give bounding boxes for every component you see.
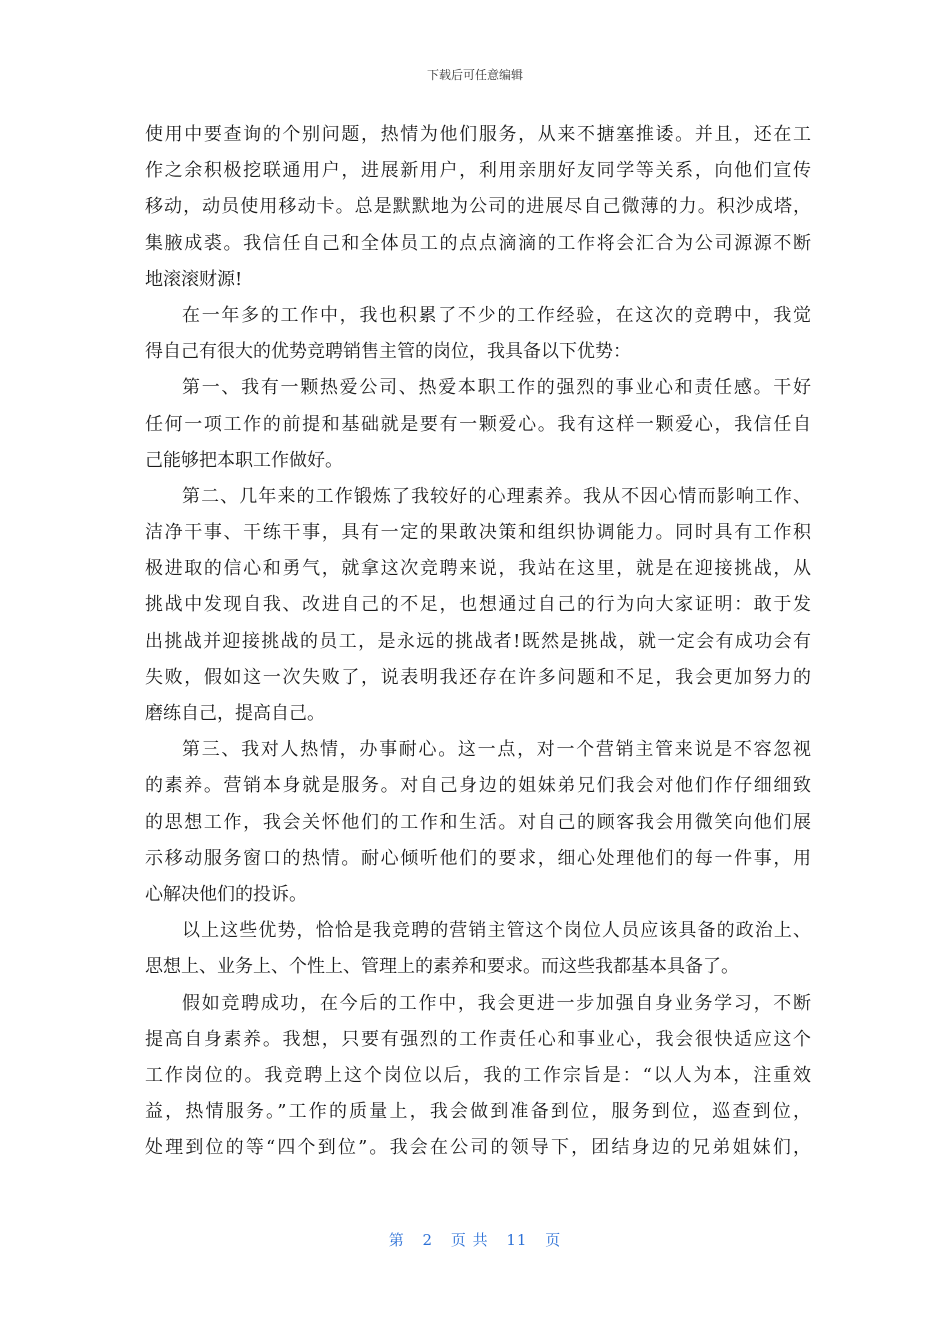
text-line: 的思想工作，我会关怀他们的工作和生活。对自己的顾客我会用微笑向他们展: [145, 811, 811, 833]
text-line: 以上这些优势，恰恰是我竞聘的营销主管这个岗位人员应该具备的政治上、: [182, 920, 811, 942]
text-line: 失败，假如这一次失败了，说表明我还存在许多问题和不足，我会更加努力的: [145, 666, 811, 688]
text-line: 作之余积极挖联通用户，进展新用户，利用亲朋好友同学等关系，向他们宣传: [145, 160, 811, 182]
text-line: 己能够把本职工作做好。: [145, 449, 343, 471]
text-line: 出挑战并迎接挑战的员工，是永远的挑战者!既然是挑战，就一定会有成功会有: [145, 630, 811, 652]
text-line: 假如竞聘成功，在今后的工作中，我会更进一步加强自身业务学习，不断: [182, 992, 811, 1014]
page-total: 11: [506, 1231, 528, 1249]
text-line: 的素养。营销本身就是服务。对自己身边的姐妹弟兄们我会对他们作仔细细致: [145, 775, 811, 797]
text-line: 思想上、业务上、个性上、管理上的素养和要求。而这些我都基本具备了。: [145, 956, 739, 978]
text-line: 地滚滚财源!: [145, 268, 243, 290]
text-line: 工作岗位的。我竞聘上这个岗位以后，我的工作宗旨是：“以人为本，注重效: [145, 1064, 811, 1086]
body-text: [145, 117, 811, 1166]
text-line: 挑战中发现自我、改进自己的不足，也想通过自己的行为向大家证明：敢于发: [145, 594, 811, 616]
page-footer: [0, 1229, 950, 1250]
text-line: 第一、我有一颗热爱公司、热爱本职工作的强烈的事业心和责任感。干好: [182, 377, 811, 399]
page-middle: 页 共: [450, 1231, 489, 1249]
text-line: 示移动服务窗口的热情。耐心倾听他们的要求，细心处理他们的每一件事，用: [145, 847, 811, 869]
text-line: 洁净干事、干练干事，具有一定的果敢决策和组织协调能力。同时具有工作积: [145, 522, 811, 544]
text-line: 集腋成裘。我信任自己和全体员工的点点滴滴的工作将会汇合为公司源源不断: [145, 232, 811, 254]
text-line: 处理到位的等“四个到位”。我会在公司的领导下，团结身边的兄弟姐妹们，: [145, 1137, 811, 1159]
text-line: 得自己有很大的优势竞聘销售主管的岗位，我具备以下优势：: [145, 341, 631, 363]
page-suffix: 页: [545, 1231, 562, 1249]
page-header: 下载后可任意编辑: [426, 68, 523, 82]
text-line: 任何一项工作的前提和基础就是要有一颗爱心。我有这样一颗爱心，我信任自: [145, 413, 811, 435]
text-line: 益，热情服务。”工作的质量上，我会做到准备到位，服务到位，巡查到位，: [145, 1101, 811, 1123]
text-line: 心解决他们的投诉。: [145, 883, 307, 905]
page-current: 2: [422, 1231, 434, 1249]
text-line: 移动，动员使用移动卡。总是默默地为公司的进展尽自己微薄的力。积沙成塔，: [145, 196, 811, 218]
text-line: 提高自身素养。我想，只要有强烈的工作责任心和事业心，我会很快适应这个: [145, 1028, 811, 1050]
text-line: 极进取的信心和勇气，就拿这次竞聘来说，我站在这里，就是在迎接挑战，从: [145, 558, 811, 580]
text-line: 第二、几年来的工作锻炼了我较好的心理素养。我从不因心情而影响工作、: [182, 485, 811, 507]
text-line: 使用中要查询的个别问题，热情为他们服务，从来不搪塞推诿。并且，还在工: [145, 124, 811, 145]
text-line: 在一年多的工作中，我也积累了不少的工作经验，在这次的竞聘中，我觉: [182, 304, 811, 326]
text-line: 磨练自己，提高自己。: [145, 703, 325, 724]
page-prefix: 第: [388, 1231, 405, 1249]
text-line: 第三、我对人热情，办事耐心。这一点，对一个营销主管来说是不容忽视: [182, 739, 811, 761]
